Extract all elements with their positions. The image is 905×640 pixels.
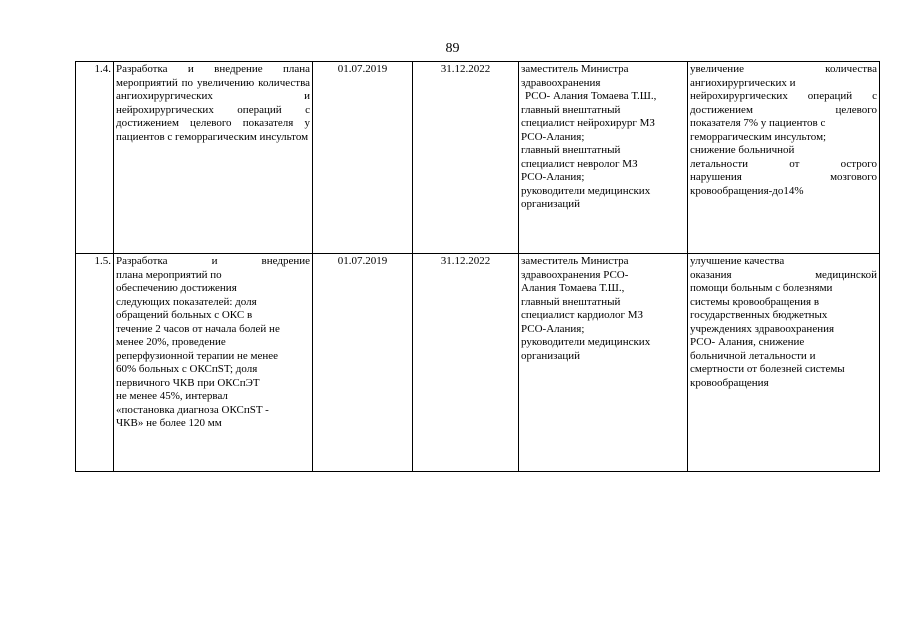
activity-line: Разработка и внедрение [116,255,310,267]
activity-line: менее 20%, проведение [116,336,226,348]
responsible-line: Алания Томаева Т.Ш., [521,282,625,294]
result-line: системы кровообращения в [690,295,820,308]
responsible-line: главный внештатный [521,144,621,156]
table-row [76,62,880,254]
responsible-cell [519,62,688,254]
responsible-line: руководители медицинских [521,336,651,348]
result-line: государственных бюджетных [690,309,828,321]
result-line: летальности от острого [690,157,877,170]
responsible-line: здравоохранения РСО- [521,268,629,281]
activity-line: 60% больных с ОКСпST; доля [116,363,258,375]
start-date: 01.07.2019 [313,254,413,472]
activity-line: плана мероприятий по [116,268,222,281]
item-number: 1.4. [76,62,114,254]
result-line: кровообращения-до14% [690,184,804,197]
activity-line: следующих показателей: доля [116,295,257,308]
activity-line: обращений больных с ОКС в [116,309,253,321]
responsible-line: организаций [521,198,581,210]
result-line: больничной летальности и [690,349,816,362]
activity-cell [114,254,313,472]
result-line: кровообращения [690,376,769,389]
result-line: смертности от болезней системы [690,363,845,375]
result-line: геморрагическим инсультом; [690,130,827,143]
result-cell [688,62,880,254]
result-line: улучшение качества [690,255,785,267]
responsible-line: РСО-Алания; [521,322,585,335]
plan-table [75,61,880,472]
responsible-line: заместитель Министра [521,63,629,75]
result-line: показателя 7% у пациентов с [690,117,826,129]
responsible-line: главный внештатный [521,103,621,116]
activity-line: «постановка диагноза ОКСпST - [116,403,269,416]
responsible-line: РСО-Алания; [521,130,585,143]
result-line: снижение больничной [690,144,795,156]
activity-line: ЧКВ» не более 120 мм [116,417,222,429]
activity-line: не менее 45%, интервал [116,390,228,402]
result-cell [688,254,880,472]
result-line: РСО- Алания, снижение [690,336,805,348]
result-line: увеличение количества [690,63,877,75]
activity-line: реперфузионной терапии не менее [116,349,278,362]
responsible-line: главный внештатный [521,295,621,308]
activity-line: обеспечению достижения [116,282,237,294]
activity-line: первичного ЧКВ при ОКСпЭТ [116,376,260,389]
responsible-line: заместитель Министра [521,255,629,267]
activity-cell: Разработка и внедрение плана мероприятий по увеличению количества ангиохирургических и нейрохирургических операций с достижением целевого показателя у пациентов с геморрагическим инсультом [114,62,313,254]
table-row [76,254,880,472]
end-date: 31.12.2022 [413,62,519,254]
responsible-line: специалист невролог МЗ [521,157,638,170]
responsible-cell [519,254,688,472]
result-line: оказания медицинской [690,268,877,281]
page-number: 89 [445,41,460,56]
responsible-line: специалист нейрохирург МЗ [521,117,655,129]
activity-line: течение 2 часов от начала болей не [116,322,280,335]
responsible-line: РСО- Алания Томаева Т.Ш., [525,90,657,102]
result-line: достижением целевого [690,103,877,116]
responsible-line: РСО-Алания; [521,171,585,183]
result-line: помощи больным с болезнями [690,282,833,294]
start-date: 01.07.2019 [313,62,413,254]
end-date: 31.12.2022 [413,254,519,472]
result-line: ангиохирургических и [690,76,796,89]
result-line: учреждениях здравоохранения [690,322,835,335]
responsible-line: здравоохранения [521,76,601,89]
item-number: 1.5. [76,254,114,472]
responsible-line: руководители медицинских [521,184,651,197]
responsible-line: организаций [521,349,581,362]
result-line: нарушения мозгового [690,171,877,183]
responsible-line: специалист кардиолог МЗ [521,309,644,321]
result-line: нейрохирургических операций с [690,90,877,102]
